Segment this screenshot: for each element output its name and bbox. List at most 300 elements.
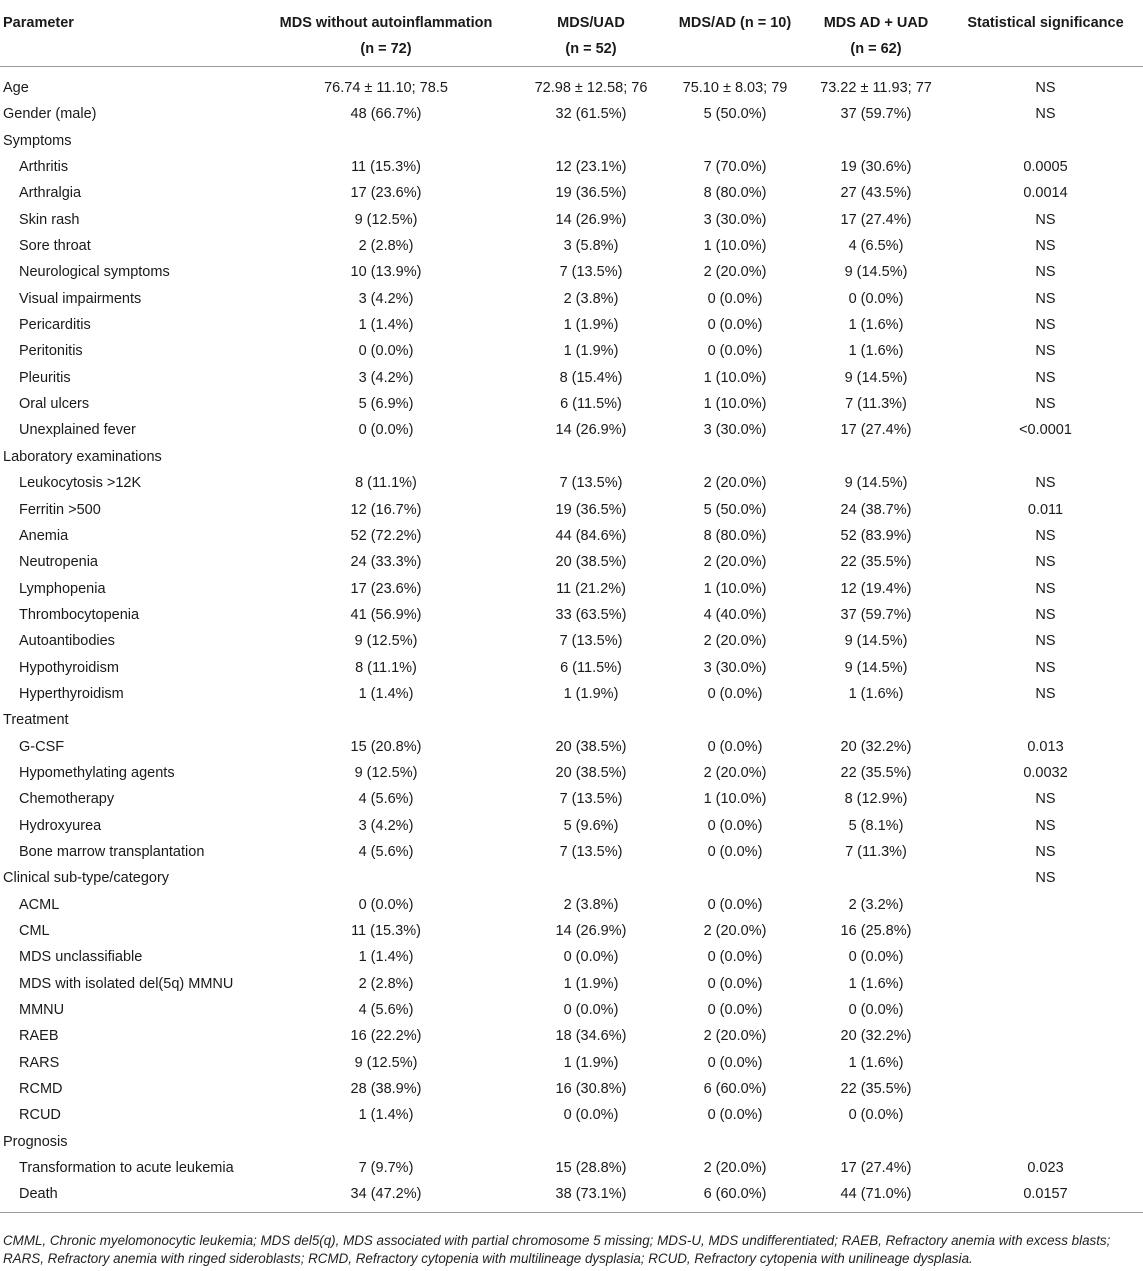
value-cell: 24 (33.3%)	[350, 554, 422, 571]
table-row	[0, 207, 1143, 233]
value-cell: 8 (80.0%)	[703, 185, 767, 202]
value-cell: 12 (16.7%)	[350, 501, 422, 518]
row-label: Gender (male)	[3, 106, 97, 123]
value-cell: 1 (1.9%)	[563, 685, 619, 702]
value-cell: 32 (61.5%)	[555, 106, 627, 123]
table-row	[0, 944, 1143, 970]
row-label: Leukocytosis >12K	[19, 475, 142, 492]
table-row	[0, 628, 1143, 654]
value-cell: 5 (9.6%)	[563, 817, 619, 834]
table-row	[0, 1181, 1143, 1212]
value-cell: 0 (0.0%)	[563, 949, 619, 966]
significance-cell	[948, 707, 1143, 733]
value-cell: 9 (14.5%)	[844, 264, 908, 281]
value-cell: 7 (11.3%)	[845, 396, 907, 413]
value-cell: 1 (10.0%)	[703, 580, 767, 597]
table-row	[0, 1050, 1143, 1076]
value-cell: 8 (12.9%)	[844, 791, 908, 808]
value-cell	[256, 1129, 516, 1155]
value-cell: 2 (20.0%)	[703, 633, 767, 650]
section-row	[0, 1129, 1143, 1155]
value-cell	[666, 865, 804, 891]
row-label: Unexplained fever	[19, 422, 136, 439]
value-cell	[804, 865, 948, 891]
significance-cell	[948, 1050, 1143, 1076]
value-cell: 1 (10.0%)	[703, 791, 767, 808]
table-row	[0, 523, 1143, 549]
value-cell: 12 (19.4%)	[840, 580, 912, 597]
value-cell: 1 (10.0%)	[703, 369, 767, 386]
section-row	[0, 444, 1143, 470]
table-row	[0, 312, 1143, 338]
significance-cell: NS	[1035, 106, 1056, 123]
value-cell: 52 (83.9%)	[840, 527, 912, 544]
value-cell: 12 (23.1%)	[555, 159, 627, 176]
value-cell: 0 (0.0%)	[707, 343, 763, 360]
value-cell: 2 (2.8%)	[358, 238, 414, 255]
table-row	[0, 839, 1143, 865]
value-cell: 0 (0.0%)	[358, 422, 414, 439]
value-cell: 41 (56.9%)	[350, 606, 422, 623]
value-cell	[516, 707, 666, 733]
table-row	[0, 417, 1143, 443]
row-label: Sore throat	[19, 238, 91, 255]
value-cell	[516, 128, 666, 154]
value-cell: 2 (3.8%)	[563, 896, 619, 913]
significance-cell: NS	[1035, 791, 1056, 808]
significance-cell: NS	[1035, 817, 1056, 834]
value-cell: 0 (0.0%)	[707, 896, 763, 913]
table-row	[0, 470, 1143, 496]
value-cell: 9 (12.5%)	[354, 633, 418, 650]
significance-cell: NS	[1035, 554, 1056, 571]
value-cell: 0 (0.0%)	[848, 1002, 904, 1019]
row-label: Bone marrow transplantation	[19, 843, 205, 860]
value-cell: 3 (30.0%)	[703, 211, 767, 228]
row-label: Anemia	[19, 527, 69, 544]
value-cell: 9 (14.5%)	[844, 633, 908, 650]
value-cell	[666, 128, 804, 154]
row-label: G-CSF	[19, 738, 65, 755]
table-row	[0, 971, 1143, 997]
value-cell: 2 (20.0%)	[703, 264, 767, 281]
value-cell	[804, 444, 948, 470]
significance-cell: NS	[1035, 659, 1056, 676]
table-row	[0, 259, 1143, 285]
value-cell: 1 (1.6%)	[848, 317, 904, 334]
value-cell: 0 (0.0%)	[848, 1107, 904, 1124]
value-cell: 4 (5.6%)	[358, 791, 414, 808]
significance-cell: NS	[1035, 475, 1056, 492]
table-row	[0, 549, 1143, 575]
value-cell: 1 (1.4%)	[358, 949, 414, 966]
value-cell: 15 (28.8%)	[555, 1160, 627, 1177]
value-cell: 14 (26.9%)	[555, 211, 627, 228]
value-cell: 17 (27.4%)	[840, 422, 912, 439]
value-cell: 4 (40.0%)	[703, 606, 767, 623]
value-cell: 1 (1.4%)	[358, 1107, 414, 1124]
table-row	[0, 233, 1143, 259]
table-row	[0, 154, 1143, 180]
header-mds-ad-uad	[804, 8, 948, 67]
row-label: RAEB	[19, 1028, 59, 1045]
table-row	[0, 918, 1143, 944]
value-cell: 34 (47.2%)	[256, 1181, 516, 1212]
significance-cell	[948, 128, 1143, 154]
row-label: RARS	[19, 1054, 60, 1071]
value-cell: 52 (72.2%)	[350, 527, 422, 544]
value-cell: 0 (0.0%)	[358, 896, 414, 913]
value-cell	[516, 865, 666, 891]
header-mds-uad	[516, 8, 666, 67]
value-cell: 2 (20.0%)	[703, 1160, 767, 1177]
value-cell: 37 (59.7%)	[840, 106, 912, 123]
section-label: Clinical sub-type/category	[3, 870, 170, 887]
value-cell	[256, 444, 516, 470]
value-cell: 9 (12.5%)	[354, 211, 418, 228]
table-body	[0, 67, 1143, 1213]
table-row	[0, 892, 1143, 918]
value-cell: 5 (8.1%)	[848, 817, 904, 834]
value-cell: 3 (4.2%)	[358, 817, 414, 834]
value-cell: 1 (10.0%)	[703, 396, 767, 413]
significance-cell	[948, 918, 1143, 944]
row-label: Chemotherapy	[19, 791, 115, 808]
value-cell: 0 (0.0%)	[707, 738, 763, 755]
significance-cell: NS	[1035, 606, 1056, 623]
value-cell: 0 (0.0%)	[358, 343, 414, 360]
value-cell: 7 (9.7%)	[358, 1160, 414, 1177]
value-cell: 1 (1.4%)	[358, 317, 414, 334]
value-cell: 7 (13.5%)	[559, 791, 623, 808]
table-row	[0, 391, 1143, 417]
value-cell: 17 (27.4%)	[840, 211, 912, 228]
value-cell: 16 (25.8%)	[840, 923, 912, 939]
value-cell: 0 (0.0%)	[707, 949, 763, 966]
value-cell: 8 (11.1%)	[355, 475, 417, 492]
value-cell: 20 (32.2%)	[840, 738, 912, 755]
row-label: Arthralgia	[19, 185, 82, 202]
value-cell: 17 (27.4%)	[840, 1160, 912, 1177]
row-label: Visual impairments	[19, 290, 142, 307]
value-cell: 22 (35.5%)	[840, 764, 912, 781]
value-cell: 17 (23.6%)	[350, 580, 422, 597]
significance-cell	[948, 971, 1143, 997]
value-cell: 20 (38.5%)	[555, 738, 627, 755]
value-cell	[804, 707, 948, 733]
table-row	[0, 760, 1143, 786]
header-col4-title: MDS AD + UAD	[823, 15, 929, 31]
header-col3-title: MDS/AD (n = 10)	[678, 15, 792, 31]
value-cell: 76.74 ± 11.10; 78.5	[324, 80, 448, 96]
value-cell: 72.98 ± 12.58; 76	[534, 80, 648, 96]
value-cell: 7 (13.5%)	[559, 633, 623, 650]
value-cell: 9 (14.5%)	[844, 369, 908, 386]
row-label: Hydroxyurea	[19, 817, 102, 834]
results-table	[0, 8, 1143, 1213]
value-cell: 0 (0.0%)	[707, 290, 763, 307]
value-cell: 33 (63.5%)	[555, 606, 627, 623]
significance-cell: NS	[1035, 317, 1056, 334]
table-row	[0, 1076, 1143, 1102]
value-cell: 1 (1.6%)	[848, 685, 904, 702]
significance-cell: NS	[1035, 527, 1056, 544]
value-cell: 22 (35.5%)	[840, 1081, 912, 1098]
section-row	[0, 707, 1143, 733]
value-cell: 37 (59.7%)	[840, 606, 912, 623]
value-cell: 8 (15.4%)	[559, 369, 623, 386]
value-cell: 1 (1.6%)	[848, 975, 904, 992]
header-row	[0, 8, 1143, 67]
value-cell: 2 (3.2%)	[848, 896, 904, 913]
value-cell: 3 (30.0%)	[703, 659, 767, 676]
row-label: Hypomethylating agents	[19, 764, 175, 781]
value-cell: 24 (38.7%)	[840, 501, 912, 518]
value-cell: 4 (5.6%)	[358, 843, 414, 860]
value-cell: 6 (11.5%)	[560, 396, 622, 413]
row-label: Pericarditis	[19, 317, 91, 334]
value-cell: 38 (73.1%)	[516, 1181, 666, 1212]
value-cell: 0 (0.0%)	[848, 949, 904, 966]
header-statistical-significance: Statistical significance	[948, 8, 1143, 67]
value-cell: 0 (0.0%)	[707, 685, 763, 702]
significance-cell: NS	[1035, 685, 1056, 702]
significance-cell: <0.0001	[1019, 422, 1072, 439]
table-row	[0, 786, 1143, 812]
value-cell: 11 (15.3%)	[351, 159, 421, 176]
table-row	[0, 655, 1143, 681]
row-label: Transformation to acute leukemia	[19, 1160, 234, 1177]
table-row	[0, 180, 1143, 206]
value-cell: 28 (38.9%)	[350, 1081, 422, 1098]
significance-cell: 0.0157	[948, 1181, 1143, 1212]
significance-cell: NS	[1035, 211, 1056, 228]
value-cell: 9 (14.5%)	[844, 659, 908, 676]
value-cell: 20 (38.5%)	[555, 554, 627, 571]
row-label: Oral ulcers	[19, 396, 90, 413]
value-cell	[804, 1129, 948, 1155]
value-cell: 0 (0.0%)	[707, 1107, 763, 1124]
row-label: RCUD	[19, 1107, 61, 1124]
value-cell: 5 (50.0%)	[703, 106, 767, 123]
value-cell: 73.22 ± 11.93; 77	[820, 80, 932, 96]
table-footnote: CMML, Chronic myelomonocytic leukemia; MDS del5(q), MDS associated with partial chromosome 5 missing; MDS-U, MDS undifferentiated; RAEB, Refractory anemia with excess blasts; RARS, Refractory anemia with ringed sideroblasts; RCMD, Refractory cytopenia with multilineage dysplasia; RCUD, Refractory cytopenia with unilineage dysplasia.	[3, 1233, 1111, 1266]
value-cell: 2 (20.0%)	[703, 475, 767, 492]
significance-cell: NS	[1035, 264, 1056, 281]
table-row	[0, 1102, 1143, 1128]
significance-cell: NS	[1035, 580, 1056, 597]
value-cell: 0 (0.0%)	[707, 1002, 763, 1019]
significance-cell: NS	[1035, 633, 1056, 650]
value-cell: 0 (0.0%)	[707, 843, 763, 860]
row-label: Lymphopenia	[19, 580, 106, 597]
significance-cell: 0.011	[1027, 501, 1064, 518]
value-cell: 3 (4.2%)	[358, 369, 414, 386]
row-label: Hyperthyroidism	[19, 685, 124, 702]
section-label: Symptoms	[3, 132, 72, 149]
header-col1-title: MDS without autoinflammation	[279, 15, 493, 31]
table-row	[0, 497, 1143, 523]
value-cell: 22 (35.5%)	[840, 554, 912, 571]
value-cell: 44 (84.6%)	[555, 527, 627, 544]
significance-cell: NS	[1035, 238, 1056, 255]
header-col2-title: MDS/UAD	[557, 15, 625, 31]
row-label: CML	[19, 923, 50, 939]
value-cell: 4 (5.6%)	[358, 1002, 414, 1019]
value-cell: 14 (26.9%)	[555, 923, 627, 939]
significance-cell: 0.0005	[1023, 159, 1068, 176]
value-cell: 2 (20.0%)	[703, 554, 767, 571]
value-cell: 0 (0.0%)	[707, 817, 763, 834]
value-cell: 0 (0.0%)	[563, 1002, 619, 1019]
value-cell: 14 (26.9%)	[555, 422, 627, 439]
table-row	[0, 576, 1143, 602]
value-cell: 0 (0.0%)	[707, 975, 763, 992]
row-label: Neurological symptoms	[19, 264, 170, 281]
value-cell: 7 (13.5%)	[559, 475, 623, 492]
header-mds-ad	[666, 8, 804, 67]
row-label: Ferritin >500	[19, 501, 101, 518]
value-cell	[256, 707, 516, 733]
value-cell: 20 (38.5%)	[555, 764, 627, 781]
value-cell: 0 (0.0%)	[707, 1054, 763, 1071]
header-mds-without-autoinflammation	[256, 8, 516, 67]
value-cell: 7 (70.0%)	[703, 159, 767, 176]
significance-cell: 0.0032	[1023, 764, 1068, 781]
table-row	[0, 101, 1143, 127]
row-label: MDS unclassifiable	[19, 949, 143, 966]
significance-cell: 0.023	[1027, 1160, 1064, 1177]
value-cell: 5 (50.0%)	[703, 501, 767, 518]
significance-cell	[948, 1102, 1143, 1128]
value-cell: 1 (1.4%)	[358, 685, 414, 702]
value-cell: 2 (20.0%)	[703, 764, 767, 781]
significance-cell: NS	[1035, 870, 1056, 887]
value-cell: 5 (6.9%)	[358, 396, 414, 413]
significance-cell	[948, 1076, 1143, 1102]
row-label: Autoantibodies	[19, 633, 115, 650]
section-label: Prognosis	[3, 1133, 68, 1150]
header-parameter: Parameter	[0, 8, 256, 67]
row-label: MMNU	[19, 1002, 65, 1019]
value-cell: 16 (30.8%)	[555, 1081, 627, 1098]
table-row	[0, 734, 1143, 760]
row-label: Neutropenia	[19, 554, 98, 571]
header-col1-n: (n = 72)	[360, 41, 412, 57]
value-cell: 1 (1.6%)	[848, 343, 904, 360]
table-row	[0, 1155, 1143, 1181]
value-cell: 2 (20.0%)	[703, 1028, 767, 1045]
significance-cell: NS	[1035, 80, 1056, 96]
value-cell: 0 (0.0%)	[848, 290, 904, 307]
section-row	[0, 128, 1143, 154]
table-row	[0, 997, 1143, 1023]
value-cell: 19 (36.5%)	[555, 185, 627, 202]
row-label: Death	[0, 1181, 256, 1212]
value-cell	[666, 1129, 804, 1155]
row-label: RCMD	[19, 1081, 63, 1098]
value-cell	[666, 444, 804, 470]
value-cell: 2 (3.8%)	[563, 290, 619, 307]
table-row	[0, 813, 1143, 839]
row-label: Peritonitis	[19, 343, 83, 360]
value-cell: 8 (11.1%)	[355, 659, 417, 676]
value-cell: 1 (10.0%)	[703, 238, 767, 255]
section-row	[0, 865, 1143, 891]
section-label: Laboratory examinations	[3, 448, 162, 465]
section-label: Treatment	[3, 712, 69, 729]
significance-cell	[948, 944, 1143, 970]
significance-cell: NS	[1035, 343, 1056, 360]
row-label: Pleuritis	[19, 369, 71, 386]
value-cell	[256, 865, 516, 891]
value-cell: 10 (13.9%)	[350, 264, 422, 281]
row-label: ACML	[19, 896, 60, 913]
table-header	[0, 8, 1143, 67]
header-col4-n: (n = 62)	[850, 41, 902, 57]
value-cell: 1 (1.9%)	[563, 1054, 619, 1071]
value-cell: 18 (34.6%)	[555, 1028, 627, 1045]
value-cell: 1 (1.9%)	[563, 343, 619, 360]
value-cell: 4 (6.5%)	[848, 238, 904, 255]
row-label: Age	[3, 80, 29, 96]
value-cell: 3 (30.0%)	[703, 422, 767, 439]
value-cell: 9 (12.5%)	[354, 764, 418, 781]
value-cell: 7 (11.3%)	[845, 843, 907, 860]
value-cell	[666, 707, 804, 733]
table-row	[0, 681, 1143, 707]
value-cell: 3 (5.8%)	[563, 238, 619, 255]
table-row	[0, 67, 1143, 102]
significance-cell: NS	[1035, 290, 1056, 307]
significance-cell	[948, 1023, 1143, 1049]
value-cell: 27 (43.5%)	[840, 185, 912, 202]
value-cell: 6 (11.5%)	[560, 659, 622, 676]
row-label: MDS with isolated del(5q) MMNU	[19, 975, 234, 992]
table-row	[0, 365, 1143, 391]
header-col2-n: (n = 52)	[565, 41, 617, 57]
value-cell	[804, 128, 948, 154]
value-cell: 11 (21.2%)	[556, 580, 626, 597]
significance-cell	[948, 892, 1143, 918]
value-cell	[256, 128, 516, 154]
value-cell: 0 (0.0%)	[707, 317, 763, 334]
value-cell: 9 (14.5%)	[844, 475, 908, 492]
significance-cell: NS	[1035, 843, 1056, 860]
significance-cell: NS	[1035, 396, 1056, 413]
value-cell: 19 (36.5%)	[555, 501, 627, 518]
value-cell	[516, 444, 666, 470]
value-cell: 2 (20.0%)	[703, 923, 767, 939]
value-cell: 48 (66.7%)	[350, 106, 422, 123]
value-cell: 9 (12.5%)	[354, 1054, 418, 1071]
value-cell: 6 (60.0%)	[703, 1081, 767, 1098]
value-cell: 20 (32.2%)	[840, 1028, 912, 1045]
value-cell: 75.10 ± 8.03; 79	[682, 80, 788, 96]
table-row	[0, 286, 1143, 312]
value-cell: 7 (13.5%)	[559, 264, 623, 281]
table-row	[0, 602, 1143, 628]
value-cell: 44 (71.0%)	[804, 1181, 948, 1212]
value-cell: 17 (23.6%)	[350, 185, 422, 202]
value-cell: 16 (22.2%)	[350, 1028, 422, 1045]
significance-cell	[948, 444, 1143, 470]
value-cell: 2 (2.8%)	[358, 975, 414, 992]
table-row	[0, 1023, 1143, 1049]
value-cell: 1 (1.6%)	[848, 1054, 904, 1071]
significance-cell	[948, 997, 1143, 1023]
significance-cell: 0.0014	[1023, 185, 1068, 202]
